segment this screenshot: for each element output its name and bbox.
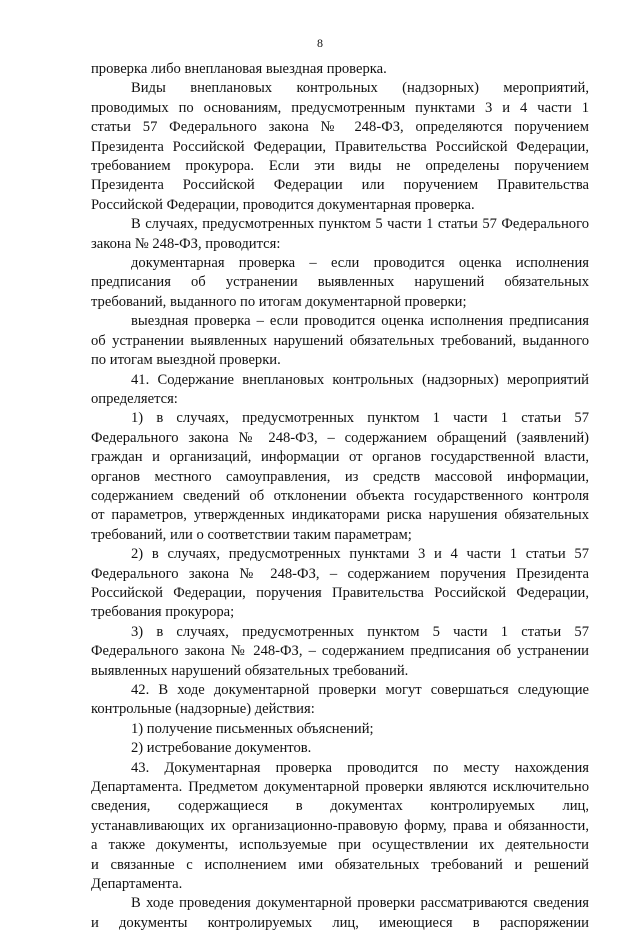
- text-line: проводимых по основаниям, предусмотренным пунктами 3 и 4 части 1: [91, 99, 589, 116]
- text-line: проверка либо внеплановая выездная проверка.: [91, 61, 387, 77]
- text-line: статьи 57 Федерального закона № 248-ФЗ, определяются поручением: [91, 119, 589, 136]
- text-line: требования прокурора;: [91, 604, 235, 621]
- text-line: требований, или о соответствии таким параметрам;: [91, 526, 412, 543]
- text-line: документарная проверка – если проводится оценка исполнения: [131, 255, 589, 272]
- text-line: Федерального закона № 248-ФЗ, – содержанием поручения Президента: [91, 565, 589, 582]
- text-line: Российской Федерации, проводится документарная проверка.: [91, 196, 475, 213]
- text-line: 42. В ходе документарной проверки могут совершаться следующие: [131, 682, 589, 698]
- text-line: требований, выданного по итогам документарной проверки;: [91, 293, 467, 310]
- text-line: выездная проверка – если проводится оценка исполнения предписания: [131, 313, 589, 330]
- text-line: и документы контролируемых лиц, имеющиеся в распоряжении: [91, 914, 589, 931]
- text-line: 1) получение письменных объяснений;: [131, 720, 374, 737]
- page-number: 8: [317, 36, 323, 50]
- text-line: 2) истребование документов.: [131, 740, 312, 757]
- text-line: Федерального закона № 248-ФЗ, – содержанием предписания об устранении: [91, 643, 589, 660]
- text-line: и связанные с исполнением ими обязательных требований и решений: [91, 856, 589, 873]
- text-line: 1) в случаях, предусмотренных пунктом 1 части 1 статьи 57: [131, 410, 589, 427]
- text-line: В случаях, предусмотренных пунктом 5 части 1 статьи 57 Федерального: [131, 216, 589, 233]
- text-line: а также документы, используемые при осуществлении их деятельности: [91, 837, 589, 854]
- text-line: содержанием сведений об отклонении объекта государственного контроля: [91, 487, 589, 504]
- text-line: Виды внеплановых контрольных (надзорных) мероприятий,: [131, 80, 589, 97]
- text-line: Департамента. Предметом документарной проверки являются исключительно: [91, 779, 589, 796]
- text-line: Российской Федерации, поручения Правительства Российской Федерации,: [91, 584, 589, 601]
- text-line: об устранении выявленных нарушений обязательных требований, выданного: [91, 332, 589, 349]
- text-line: Департамента.: [91, 876, 183, 893]
- text-line: органов местного самоуправления, из средств массовой информации,: [91, 468, 589, 485]
- text-line: сведения, содержащиеся в документах контролируемых лиц,: [91, 798, 589, 815]
- text-line: 41. Содержание внеплановых контрольных (надзорных) мероприятий: [131, 371, 589, 388]
- text-line: 2) в случаях, предусмотренных пунктами 3 и 4 части 1 статьи 57: [131, 546, 589, 563]
- text-line: по итогам выездной проверки.: [91, 352, 281, 369]
- text-line: Федерального закона № 248-ФЗ, – содержанием обращений (заявлений): [91, 429, 589, 446]
- text-line: устанавливающих их организационно-правовую форму, права и обязанности,: [91, 817, 589, 834]
- text-line: 43. Документарная проверка проводится по месту нахождения: [131, 759, 589, 776]
- text-line: определяется:: [91, 390, 178, 407]
- document-body: [91, 60, 589, 933]
- text-line: предписания об устранении выявленных нарушений обязательных: [91, 274, 589, 291]
- text-line: Президента Российской Федерации, Правительства Российской Федерации,: [91, 138, 589, 155]
- text-line: граждан и организаций, информации от органов государственной власти,: [91, 449, 589, 466]
- text-line: 3) в случаях, предусмотренных пунктом 5 части 1 статьи 57: [131, 623, 589, 640]
- text-line: Президента Российской Федерации или поручением Правительства: [91, 177, 589, 194]
- text-line: закона № 248-ФЗ, проводится:: [91, 235, 281, 252]
- text-line: выявленных нарушений обязательных требований.: [91, 662, 409, 679]
- text-line: требованием прокурора. Если эти виды не определены поручением: [91, 158, 589, 175]
- text-line: контрольные (надзорные) действия:: [91, 701, 315, 718]
- text-line: В ходе проведения документарной проверки рассматриваются сведения: [131, 895, 589, 912]
- text-line: от параметров, утвержденных индикаторами риска нарушения обязательных: [91, 507, 589, 524]
